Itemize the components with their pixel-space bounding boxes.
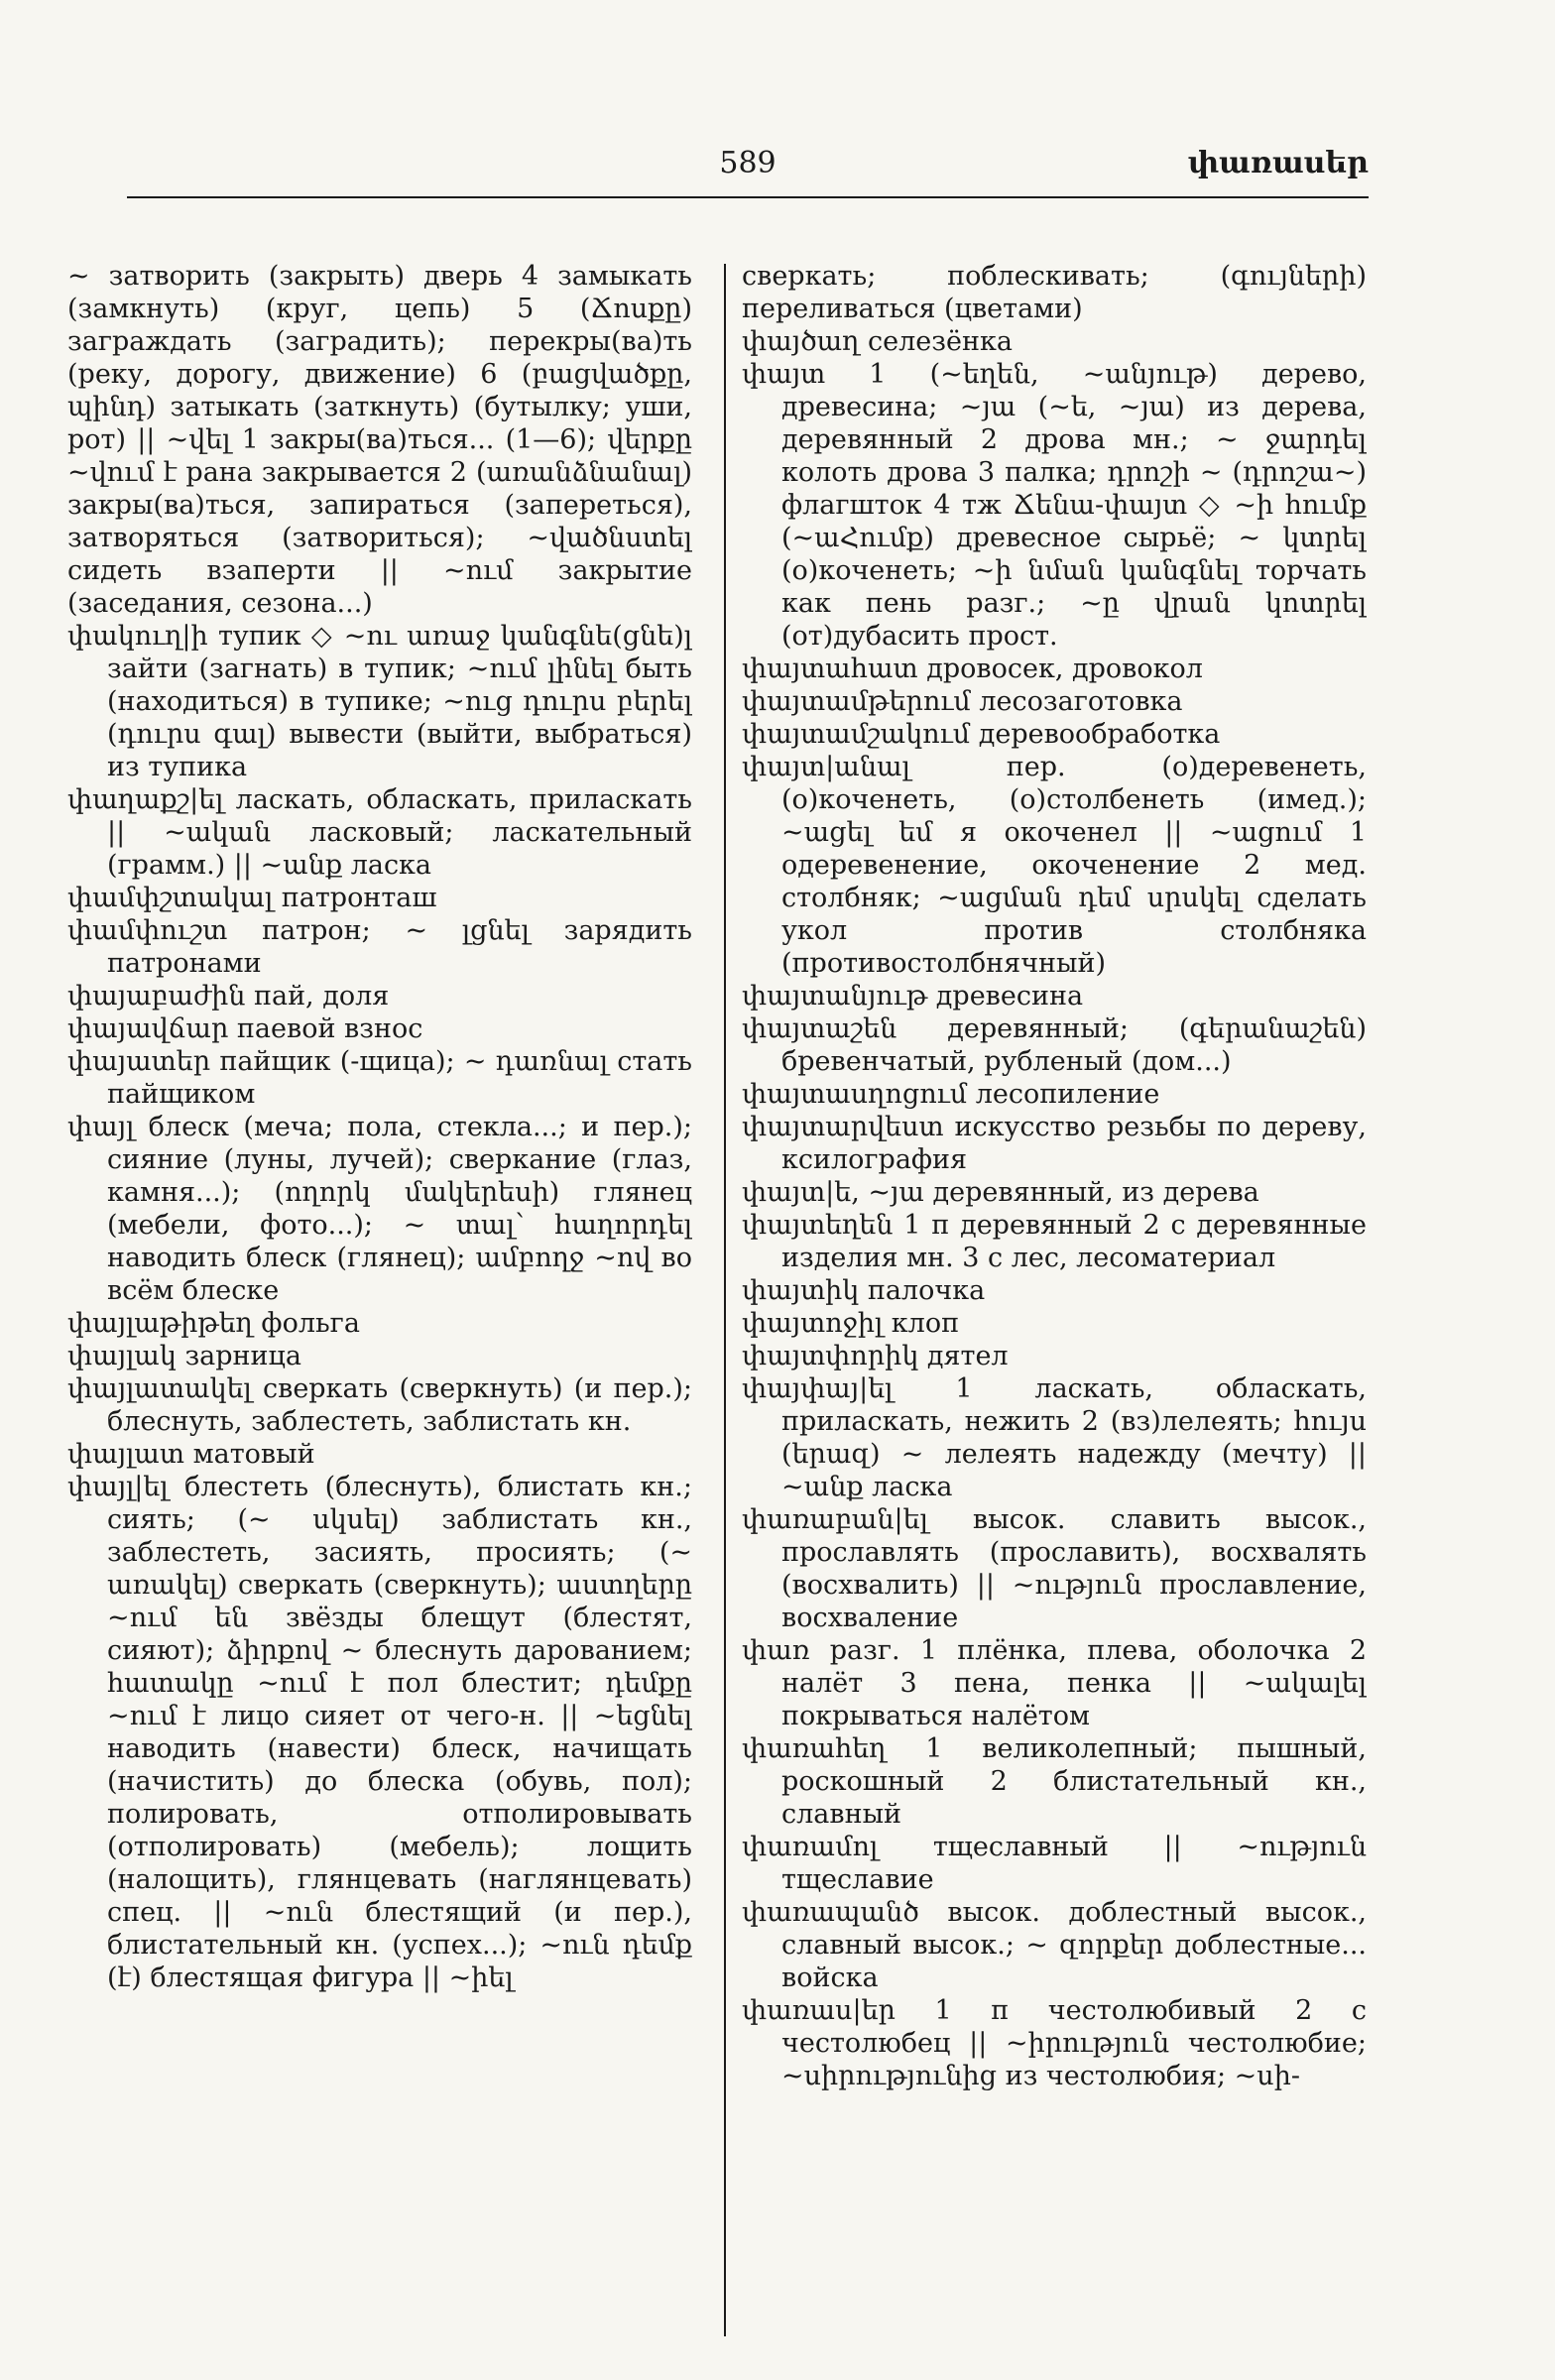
dictionary-entry: փայտարվեստ искусство резьбы по дереву, ксилография	[742, 1112, 1367, 1175]
dictionary-entry: փամփուշտ патрон; ~ լցնել зарядить патронами	[67, 915, 692, 979]
dictionary-entry: сверкать; поблескивать; (գույների) переливаться (цветами)	[742, 261, 1367, 324]
left-column	[67, 260, 692, 2362]
page-number: 589	[719, 146, 777, 180]
dictionary-entry: փառ разг. 1 плёнка, плева, оболочка 2 налёт 3 пена, пенка || ~ակալել покрываться налётом	[742, 1635, 1367, 1731]
column-divider	[724, 264, 726, 2336]
right-column	[742, 260, 1367, 2362]
dictionary-entry: փայատեր пайщик (-щица); ~ դառնալ стать пайщиком	[67, 1046, 692, 1110]
dictionary-entry: փայլաթիթեղ фольга	[67, 1308, 360, 1339]
dictionary-entry: փամփշտակալ патронташ	[67, 883, 437, 913]
dictionary-entry: փայավճար паевой взнос	[67, 1013, 423, 1044]
dictionary-entry: փառահեղ 1 великолепный; пышный, роскошный 2 блистательный кн., славный	[742, 1733, 1367, 1830]
dictionary-entry: փայտաշեն деревянный; (գերանաշեն) бревенчатый, рубленый (дом...)	[742, 1013, 1367, 1077]
dictionary-entry: փայտասղոցում лесопиление	[742, 1079, 1160, 1110]
dictionary-entry: փայտ|անալ пер. (о)деревенеть, (о)коченеть, (о)столбенеть (имед.); ~ացել եմ я окоченел || ~ացում 1 одеревенение, окоченение 2 мед. столбняк; ~ացման դեմ սրսկել сделать укол против столбняка (противостолбнячный)	[742, 752, 1367, 979]
dictionary-entry: փայտամշակում деревообработка	[742, 719, 1221, 750]
dictionary-entry: փայտանյութ древесина	[742, 981, 1084, 1012]
dictionary-entry: փայտիկ палочка	[742, 1275, 986, 1306]
dictionary-entry: փառապանծ высок. доблестный высок., славный высок.; ~ զորքեր доблестные... войска	[742, 1897, 1367, 1993]
dictionary-entry: փայլ|ել блестеть (блеснуть), блистать кн.; сиять; (~ սկսել) заблистать кн., заблестеть, засиять, просиять; (~ առակել) сверкать (сверкнуть); աստղերը ~ում են звёзды блещут (блестят, сияют); ձիրքով ~ блеснуть дарованием; հատակը ~ում է пол блестит; դեմքը ~ում է лицо сияет от чего-н. || ~եցնել наводить (навести) блеск, начищать (начистить) до блеска (обувь, пол); полировать, отполировывать (отполировать) (мебель); лощить (налощить), глянцевать (наглянцевать) спец. || ~ուն блестящий (и пер.), блистательный кн. (успех...); ~ուն դեմք (է) блестящая фигура || ~իել	[67, 1472, 692, 1993]
dictionary-entry: փառաբան|ել высок. славить высок., прославлять (прославить), восхвалять (восхвалить) || ~ություն прославление, восхваление	[742, 1504, 1367, 1633]
dictionary-entry: փայաբաժին пай, доля	[67, 981, 390, 1012]
dictionary-entry: փայտփորիկ дятел	[742, 1341, 1009, 1371]
dictionary-entry: փայլ блеск (меча; пола, стекла...; и пер.); сияние (луны, лучей); сверкание (глаз, камня...); (ողորկ մակերեսի) глянец (мебели, фото...); ~ տալ՝ հաղորդել наводить блеск (глянец); ամբողջ ~ով во всём блеске	[67, 1112, 692, 1306]
running-head: փառասեր	[1187, 146, 1369, 180]
dictionary-entry: փայծաղ селезёнка	[742, 326, 1013, 357]
dictionary-entry: փայտահատ дровосек, дровокол	[742, 654, 1203, 684]
dictionary-entry: փայլատ матовый	[67, 1439, 315, 1470]
dictionary-entry: ~ затворить (закрыть) дверь 4 замыкать (замкнуть) (круг, цепь) 5 (Ճոսքը) заграждать (заградить); перекры(ва)ть (реку, дорогу, движение) 6 (բացվածքը, պինդ) затыкать (заткнуть) (бутылку; уши, рот) || ~վել 1 закры(ва)ться... (1—6); վերքը ~վում է рана закрывается 2 (առանձնանալ) закры(ва)ться, запираться (запереться), затворяться (затвориться); ~վածնստել сидеть взаперти || ~ում закрытие (заседания, сезона...)	[67, 261, 692, 619]
header-rule	[127, 196, 1369, 198]
dictionary-entry: փայլատակել сверкать (сверкнуть) (и пер.); блеснуть, заблестеть, заблистать кн.	[67, 1373, 692, 1437]
dictionary-entry: փառաս|եր 1 п честолюбивый 2 с честолюбец || ~իրություն честолюбие; ~սիրությունից из честолюбия; ~սի-	[742, 1995, 1367, 2091]
dictionary-entry: փայտ|ե, ~յա деревянный, из дерева	[742, 1177, 1259, 1208]
dictionary-entry: փառամոլ тщеславный || ~ություն тщеславие	[742, 1832, 1367, 1895]
dictionary-entry: փայփայ|ել 1 ласкать, обласкать, приласкать, нежить 2 (вз)лелеять; հույս (երազ) ~ лелеять надежду (мечту) || ~անք ласка	[742, 1373, 1367, 1502]
dictionary-entry: փայտամթերում лесозаготовка	[742, 686, 1183, 717]
dictionary-entry: փակուղ|ի тупик ◇ ~ու առաջ կանգնե(ցնե)լ зайти (загнать) в тупик; ~ում լինել быть (находиться) в тупике; ~ուց դուրս բերել (դուրս գալ) вывести (выйти, выбраться) из тупика	[67, 621, 692, 782]
dictionary-entry: փայտ 1 (~եղեն, ~անյութ) дерево, древесина; ~յա (~ե, ~յա) из дерева, деревянный 2 дрова мн.; ~ ջարդել колоть дрова 3 палка; դրոշի ~ (դրոշա~) флагшток 4 тж Ճենա-փայտ ◇ ~ի հումք (~աՀումք) древесное сырьё; ~ կտրել (о)коченеть; ~ի նման կանգնել торчать как пень разг.; ~ը վրան կոտրել (от)дубасить прост.	[742, 359, 1367, 652]
dictionary-entry: փայլակ зарница	[67, 1341, 301, 1371]
dictionary-entry: փաղաքշ|ել ласкать, обласкать, приласкать || ~ական ласковый; ласкательный (грамм.) || ~անք ласка	[67, 784, 692, 881]
dictionary-entry: փայտոջիլ клоп	[742, 1308, 960, 1339]
dictionary-entry: փայտեղեն 1 п деревянный 2 с деревянные изделия мн. 3 с лес, лесоматериал	[742, 1210, 1367, 1273]
